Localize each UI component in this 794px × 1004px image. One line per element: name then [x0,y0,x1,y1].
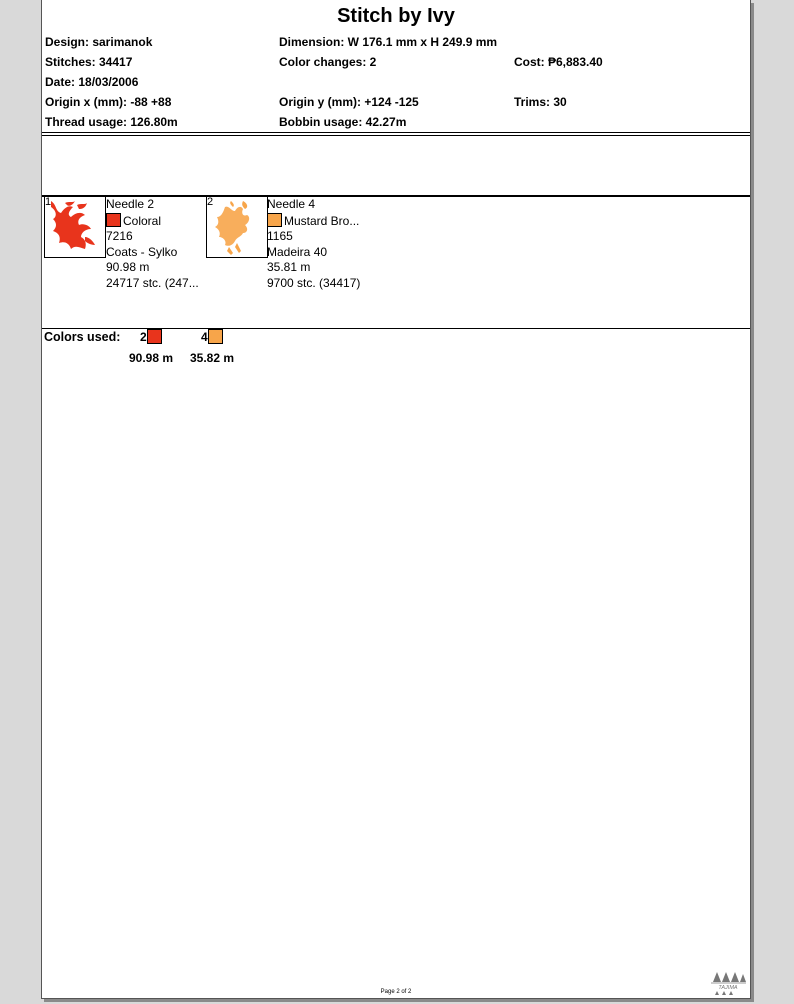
report-title: Stitch by Ivy [337,5,455,27]
needle-thumbnail [206,196,268,258]
thread-code: 1165 [267,229,293,244]
colors-used-needle: 4 [201,330,208,344]
needle-info [267,197,360,292]
colors-used-swatch [208,329,223,344]
colors-used-length: 90.98 m [129,351,174,365]
needle-label: Needle 2 [106,197,155,211]
colors-used-label: Colors used: [44,330,121,344]
bobbin-usage: Bobbin usage: 42.27m [279,115,407,129]
thread-code: 7216 [106,229,133,244]
date: Date: 18/03/2006 [45,75,139,89]
report-page [41,0,751,999]
tajima-logo [709,970,747,996]
colors-used-length: 35.82 m [190,351,235,365]
needle-label: Needle 4 [267,197,316,211]
thread-brand: Coats - Sylko [106,244,178,259]
thread-usage: Thread usage: 126.80m [45,115,178,129]
needle-info [106,197,199,292]
page-number: Page 2 of 2 [380,989,412,995]
origin-y: Origin y (mm): +124 -125 [279,95,419,109]
needle-thumbnail-number: 1 [45,196,52,208]
colors-used-needle: 2 [140,330,147,344]
header-divider [42,132,750,133]
thread-brand: Madeira 40 [267,244,328,259]
design-name: Design: sarimanok [45,35,153,49]
needle-thumbnail [44,196,106,258]
stitch-info: 24717 stc. (247... [106,275,199,290]
thread-length: 90.98 m [106,260,150,275]
svg-text:TAJIMA: TAJIMA [718,985,738,991]
stitch-info: 9700 stc. (34417) [267,275,361,290]
color-changes: Color changes: 2 [279,55,377,69]
dimension: Dimension: W 176.1 mm x H 249.9 mm [279,35,498,49]
origin-x: Origin x (mm): -88 +88 [45,95,172,109]
embroidery-preview-icon [207,197,267,257]
stitch-count: Stitches: 34417 [45,55,133,69]
embroidery-preview-icon [45,197,105,257]
color-swatch [106,213,121,227]
cost: Cost: ₱6,883.40 [514,55,603,69]
header-divider-double [42,135,750,136]
thread-color-name: Coloral [123,213,162,228]
needle-thumbnail-number: 2 [207,196,214,208]
colors-used-swatch [147,329,162,344]
thread-color-name: Mustard Bro... [284,213,360,228]
trims: Trims: 30 [514,95,567,109]
color-swatch [267,213,282,227]
thread-length: 35.81 m [267,260,311,275]
